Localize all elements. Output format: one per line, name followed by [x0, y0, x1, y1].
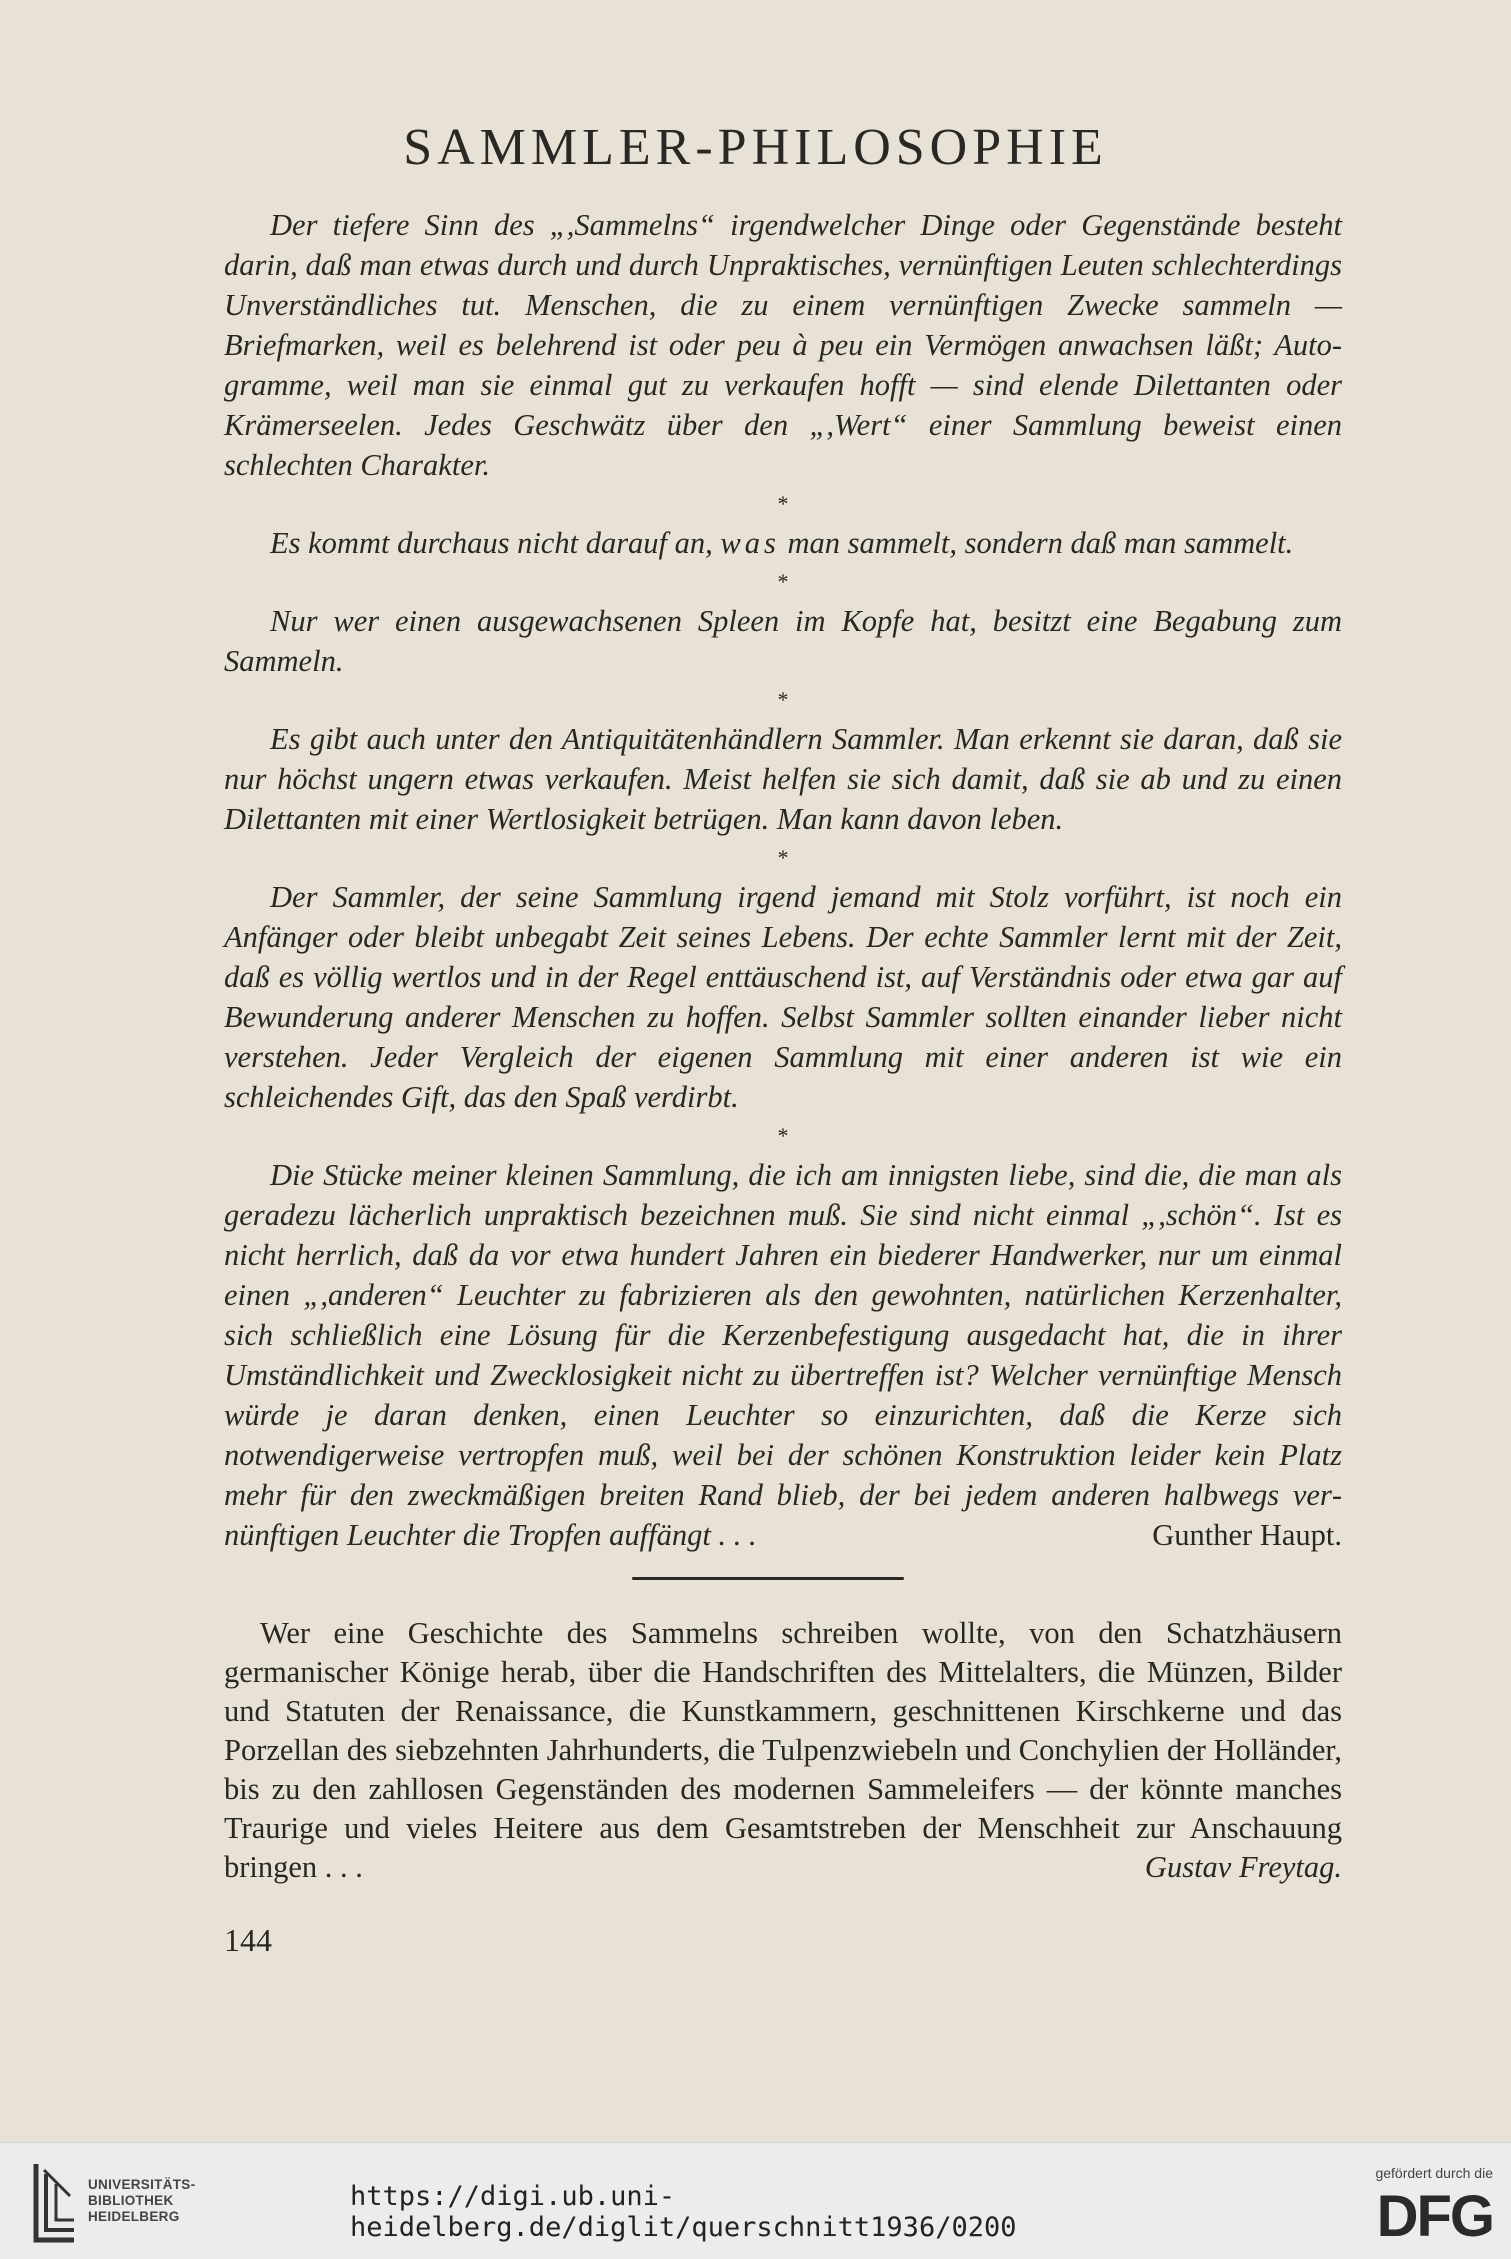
divider-rule: [632, 1577, 904, 1580]
university-library-logo-icon: [30, 2160, 80, 2244]
essay-paragraph: Nur wer einen ausgewachsenen Spleen im Kopfe hat, besitzt eine Begabung zum Sammeln.: [224, 604, 1342, 678]
library-name-line: HEIDELBERG: [88, 2209, 180, 2224]
essay-paragraph: Der Sammler, der seine Sammlung irgend jemand mit Stolz vorführt, ist noch ein Anfänger oder bleibt unbegabt Zeit seines Lebens. Der echte Sammler lernt mit der Zeit, daß es völlig wertlos und in der Regel enttäuschend ist, auf Verständnis oder etwa gar auf Bewunderung anderer Menschen zu hoffen. Selbst Sammler sollten einander lieber nicht verstehen. Jeder Vergleich der eigenen Sammlung mit einer anderen ist wie ein schleichendes Gift, das den Spaß verdirbt.: [224, 880, 1342, 1114]
quote-text: Wer eine Geschichte des Sammelns schreiben wollte, von den Schatzhäusern germanischer Könige herab, über die Handschriften des Mittelalters, die Münzen, Bilder und Statuten der Renaissance, die Kunstkammern, geschnittenen Kirschkerne und das Porzellan des siebzehnten Jahrhunderts, die Tulpenzwiebeln und Conchylien der Holländer, bis zu den zahllosen Gegenständen des modernen Sammeleifers — der könnte manches Traurige und vieles Heitere aus dem Gesamtstreben der Menschheit zur Anschauung bringen . . .: [224, 1616, 1342, 1884]
asterisk-separator: *: [777, 1123, 789, 1148]
library-name-line: UNIVERSITÄTS-: [88, 2177, 196, 2192]
page-number: 144: [224, 1922, 272, 1958]
essay-text: Die Stücke meiner kleinen Sammlung, die ich am innigsten liebe, sind die, die man als geradezu lächerlich unpraktisch bezeichnen muß. Sie sind nicht einmal „,schön“. Ist es nicht herrlich, daß da vor etwa hundert Jahren ein biederer Handwerker, nur um einmal einen „,anderen“ Leuchter zu fabrizieren als den gewohnten, natürlichen Kerzenhalter, sich schließlich eine Lösung für die Kerzenbefestigung ausgedacht hat, die in ihrer Umständlichkeit und Zwecklosigkeit nicht zu übertreffen ist? Welcher vernünftige Mensch würde je daran denken, einen Leuchter so einzurichten, daß die Kerze sich notwendigerweise vertropfen muß, weil bei der schönen Konstruktion leider kein Platz mehr für den zweckmäßigen breiten Rand blieb, der bei jedem anderen halbwegs vernünftigen Leuchter die Tropfen auffängt . . .: [224, 1158, 1342, 1552]
funding-label: gefördert durch die: [1375, 2165, 1493, 2181]
quote-signature: Gustav Freytag.: [1144, 1850, 1342, 1884]
viewer-footer: [0, 2142, 1511, 2259]
asterisk-separator: *: [777, 491, 789, 516]
quote-paragraph: [224, 1614, 1342, 1887]
permalink-url[interactable]: https://digi.ub.uni-heidelberg.de/diglit/querschnitt1936/0200: [350, 2181, 1017, 2243]
freytag-quote: [224, 1614, 1342, 1887]
library-name[interactable]: [88, 2177, 195, 2225]
essay-text: Es kommt durchaus nicht darauf an,: [270, 526, 713, 560]
spaced-emphasis: was: [720, 526, 780, 560]
page-title: SAMMLER-PHILOSOPHIE: [403, 119, 1108, 176]
asterisk-separator: *: [777, 845, 789, 870]
asterisk-separator: *: [777, 687, 789, 712]
essay-body: [224, 205, 1342, 1555]
library-name-line: BIBLIOTHEK: [88, 2193, 174, 2208]
dfg-logo[interactable]: DFG: [1376, 2184, 1493, 2249]
essay-paragraph: Der tiefere Sinn des „,Sammelns“ irgendwelcher Dinge oder Gegenstände besteht darin, daß man etwas durch und durch Unpraktisches, vernünftigen Leuten schlechterdings Unverständliches tut. Menschen, die zu einem vernünftigen Zwecke sammeln — Briefmarken, weil es belehrend ist oder peu à peu ein Vermögen anwachsen läßt; Autogramme, weil man sie einmal gut zu verkaufen hofft — sind elende Dilettanten oder Krämerseelen. Jedes Geschwätz über den „,Wert“ einer Sammlung beweist einen schlechten Charakter.: [224, 208, 1342, 482]
essay-paragraph: [224, 523, 1342, 563]
author-signature: Gunther Haupt.: [1152, 1518, 1342, 1552]
essay-text: man sammelt, sondern daß man sammelt.: [787, 526, 1294, 560]
asterisk-separator: *: [777, 569, 789, 594]
essay-paragraph: [224, 1155, 1342, 1555]
essay-paragraph: Es gibt auch unter den Antiquitätenhändlern Sammler. Man erkennt sie daran, daß sie nur höchst ungern etwas verkaufen. Meist helfen sie sich damit, daß sie ab und zu einen Dilettanten mit einer Wertlosigkeit betrügen. Man kann davon leben.: [224, 722, 1342, 836]
